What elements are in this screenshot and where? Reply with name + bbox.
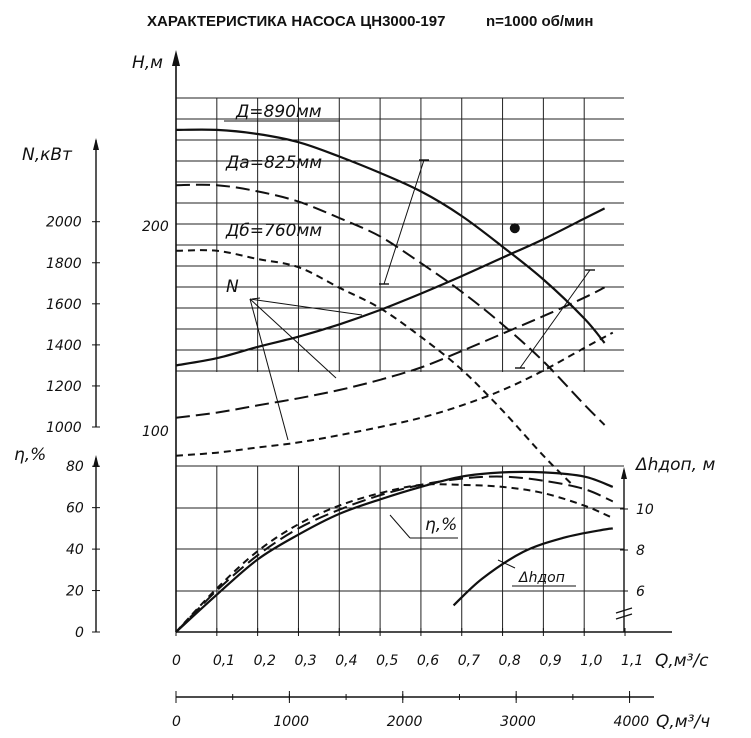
qh-axis-tick-label: 3000	[500, 714, 536, 730]
label-eta: η,%	[425, 515, 458, 535]
qh-axis-tick-label: 0	[172, 714, 181, 730]
leader-line	[390, 515, 410, 538]
dh-axis-tick-label: 6	[636, 584, 645, 600]
leader-line	[252, 298, 260, 299]
eta-axis-tick-label: 60	[66, 500, 84, 517]
n-axis-tick-label: 1400	[46, 337, 82, 354]
chart-title: ХАРАКТЕРИСТИКА НАСОСА ЦН3000-197	[147, 13, 446, 30]
dh-axis-tick-label: 8	[636, 543, 645, 559]
q-axis-tick-label: 0	[172, 653, 181, 669]
eta-axis-title: η,%	[14, 445, 47, 465]
eta-axis-tick-label: 0	[75, 625, 84, 641]
n-axis-arrow	[93, 138, 99, 150]
qh-axis-tick-label: 4000	[613, 714, 650, 730]
eta-axis-tick-label: 40	[66, 542, 84, 559]
n-axis-tick-label: 2000	[46, 214, 82, 231]
n-axis-tick-label: 1000	[46, 420, 82, 436]
q-axis-tick-label: 1,0	[580, 653, 603, 669]
n-axis-tick-label: 1800	[46, 255, 82, 272]
axes	[93, 50, 672, 697]
series	[176, 130, 613, 632]
series-eta-short-line	[176, 484, 613, 632]
grid	[176, 98, 624, 632]
h-axis-title: Н,м	[132, 53, 164, 73]
q-axis-tick-label: 1,1	[621, 653, 644, 669]
q-axis-tick-label: 0,8	[498, 653, 521, 669]
leader-line	[250, 299, 362, 315]
leader-line	[384, 160, 424, 284]
leader-line	[250, 299, 288, 440]
series-eta-long-line	[176, 477, 613, 632]
h-axis-tick-label: 200	[142, 219, 169, 236]
leader-line	[250, 299, 336, 378]
q-axis-tick-label: 0,1	[212, 653, 236, 669]
annotations	[224, 102, 595, 586]
series-dh-solid-line	[454, 528, 613, 605]
n-axis-title: N,кВт	[22, 145, 72, 165]
q-s-axis-title: Q,м³/с	[655, 651, 709, 671]
leader-line	[520, 270, 590, 368]
eta-axis-arrow	[93, 455, 99, 467]
q-axis-tick-label: 0,2	[253, 653, 276, 669]
n-axis-tick-label: 1200	[46, 378, 82, 395]
dh-axis-title: Δhдоп, м	[636, 455, 716, 475]
working-point-marker	[510, 223, 520, 233]
q-axis-tick-label: 0,3	[294, 653, 317, 669]
h-axis-arrow	[172, 50, 180, 66]
q-axis-tick-label: 0,5	[376, 653, 399, 669]
q-axis-tick-label: 0,4	[335, 653, 358, 669]
eta-axis-tick-label: 20	[66, 583, 84, 600]
label-d825: Дa=825мм	[226, 153, 323, 173]
q-axis-tick-label: 0,6	[416, 653, 440, 669]
dh-axis-arrow	[621, 467, 627, 479]
tick-labels	[14, 53, 715, 732]
label-npsh: Δhдоп	[519, 570, 565, 586]
dh-axis-tick-label: 10	[636, 502, 654, 518]
q-h-axis-title: Q,м³/ч	[656, 712, 711, 732]
n-axis-tick-label: 1600	[46, 296, 82, 313]
label-d890: Д=890мм	[236, 102, 322, 122]
chart-subtitle: n=1000 об/мин	[486, 13, 594, 30]
qh-axis-tick-label: 1000	[273, 714, 310, 730]
label-d760: Дб=760мм	[226, 221, 323, 241]
eta-axis-tick-label: 80	[66, 459, 84, 476]
q-axis-tick-label: 0,7	[457, 653, 481, 669]
label-n: N	[226, 277, 239, 297]
q-axis-tick-label: 0,9	[539, 653, 562, 669]
h-axis-tick-label: 100	[142, 424, 169, 441]
qh-axis-tick-label: 2000	[386, 714, 423, 730]
series-eta-solid-line	[176, 472, 613, 632]
